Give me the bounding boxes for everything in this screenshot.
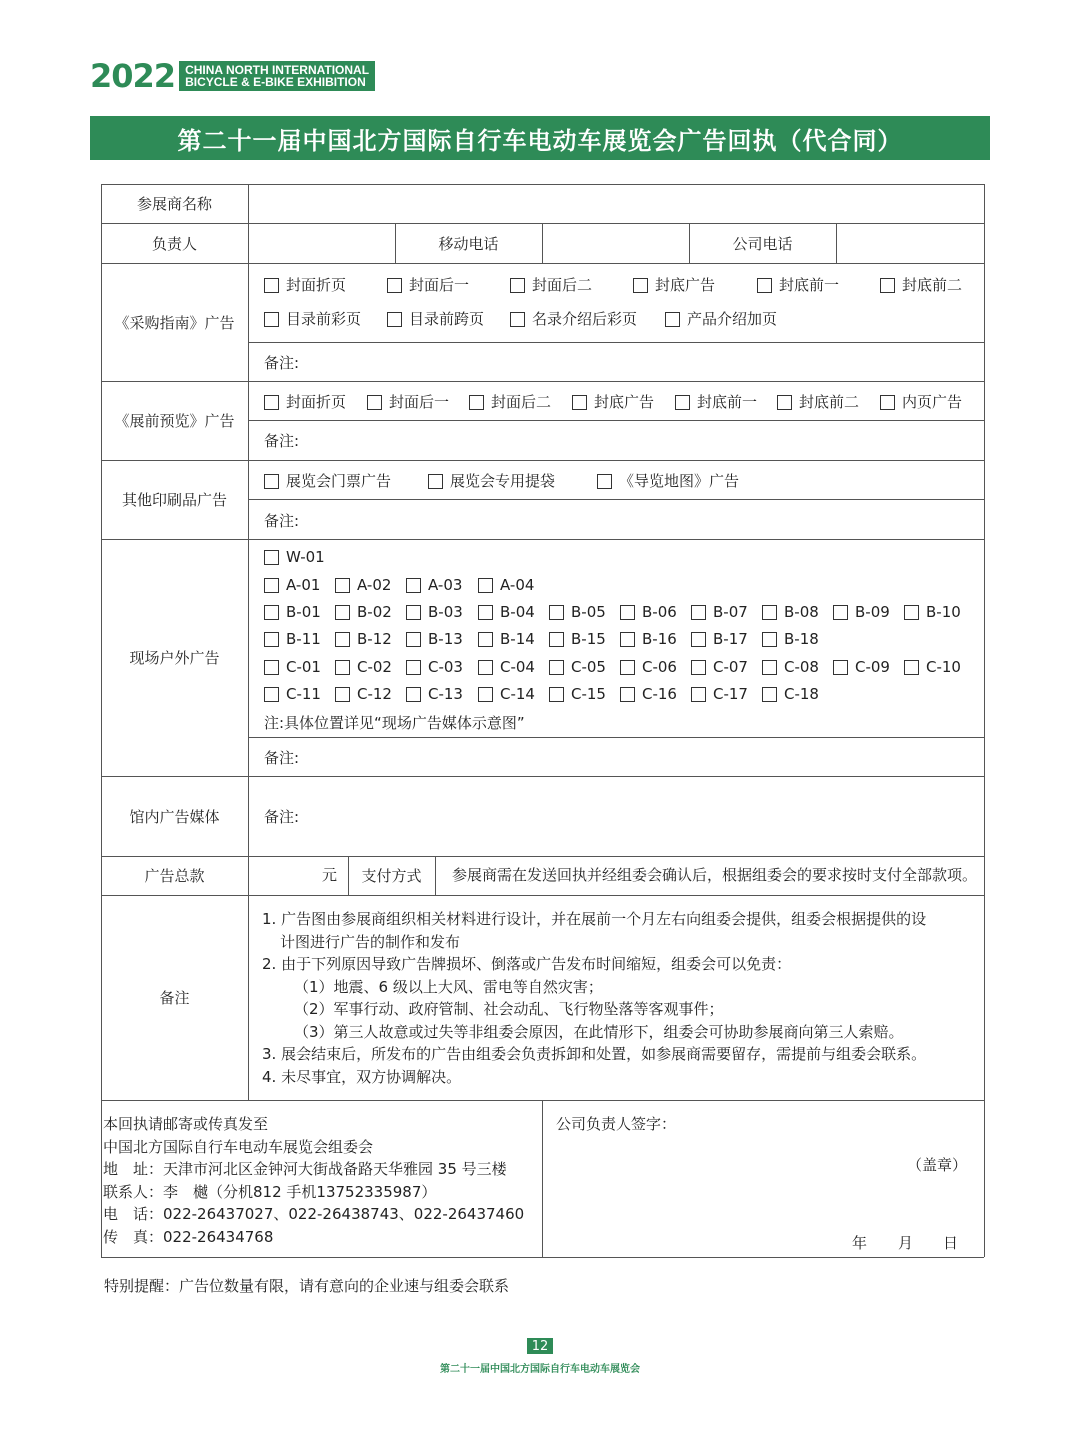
payment-label: 支付方式 <box>361 867 422 885</box>
outdoor-option-checkbox[interactable]: C-15 <box>549 685 606 703</box>
logo-text-box <box>179 61 375 91</box>
label-preview-ad: 《展前预览》广告 <box>114 412 235 430</box>
checkbox-icon <box>549 687 564 702</box>
outdoor-option-checkbox[interactable]: B-02 <box>335 603 392 621</box>
outdoor-option-checkbox[interactable]: B-11 <box>264 630 321 648</box>
checkbox-icon <box>880 278 895 293</box>
outdoor-option-checkbox[interactable]: C-03 <box>406 658 463 676</box>
checkbox-icon <box>478 605 493 620</box>
checkbox-icon <box>757 278 772 293</box>
checkbox-icon <box>428 474 443 489</box>
checkbox-icon <box>549 660 564 675</box>
outdoor-option-checkbox[interactable]: B-16 <box>620 630 677 648</box>
checkbox-icon <box>387 278 402 293</box>
checkbox-icon <box>335 660 350 675</box>
label-guide-ad: 《采购指南》广告 <box>114 313 235 332</box>
checkbox-icon <box>478 660 493 675</box>
outdoor-option-checkbox[interactable]: B-03 <box>406 603 463 621</box>
checkbox-icon <box>367 395 382 410</box>
checkbox-icon <box>904 660 919 675</box>
outdoor-option-checkbox[interactable]: B-07 <box>691 603 748 621</box>
outdoor-option-checkbox[interactable]: A-04 <box>478 576 534 594</box>
checkbox-icon <box>264 632 279 647</box>
logo-line-2: BICYCLE & E-BIKE EXHIBITION <box>185 75 366 89</box>
outdoor-option-checkbox[interactable]: C-05 <box>549 658 606 676</box>
checkbox-icon <box>264 578 279 593</box>
checkbox-icon <box>335 605 350 620</box>
label-indoor-ad: 馆内广告媒体 <box>129 807 220 826</box>
company-phone-field[interactable] <box>837 224 984 263</box>
outdoor-option-checkbox[interactable]: B-05 <box>549 603 606 621</box>
preview-option-checkbox[interactable]: 封底前二 <box>777 393 859 411</box>
checkbox-icon <box>572 395 587 410</box>
checkbox-icon <box>478 687 493 702</box>
preview-remark-label: 备注: <box>264 432 300 450</box>
checkbox-icon <box>549 605 564 620</box>
person-field[interactable] <box>249 224 395 263</box>
outdoor-option-checkbox[interactable]: C-11 <box>264 685 321 703</box>
checkbox-icon <box>762 632 777 647</box>
outdoor-option-checkbox[interactable]: C-09 <box>833 658 890 676</box>
outdoor-option-checkbox[interactable]: B-18 <box>762 630 819 648</box>
outdoor-option-checkbox[interactable]: C-10 <box>904 658 961 676</box>
checkbox-icon <box>264 312 279 327</box>
checkbox-icon <box>478 632 493 647</box>
outdoor-option-checkbox[interactable]: B-04 <box>478 603 535 621</box>
guide-option-checkbox[interactable]: 目录前跨页 <box>387 310 484 328</box>
footer-title: 第二十一届中国北方国际自行车电动车展览会 <box>440 1364 640 1375</box>
outdoor-option-checkbox[interactable]: A-01 <box>264 576 320 594</box>
checkbox-icon <box>406 605 421 620</box>
signature-label: 公司负责人签字： <box>556 1115 677 1133</box>
contact-line: 传 真：022-26434768 <box>103 1227 274 1246</box>
print-option-checkbox[interactable]: 展览会专用提袋 <box>428 472 555 490</box>
checkbox-icon <box>335 632 350 647</box>
checkbox-icon <box>406 578 421 593</box>
contact-line: 电 话：022-26437027、022-26438743、022-26437460 <box>103 1205 525 1223</box>
outdoor-option-checkbox[interactable]: C-06 <box>620 658 677 676</box>
guide-option-checkbox[interactable]: 封面后二 <box>510 276 592 294</box>
exhibitor-name-field[interactable] <box>249 185 984 223</box>
checkbox-icon <box>633 278 648 293</box>
outdoor-option-checkbox[interactable]: C-13 <box>406 685 463 703</box>
checkbox-icon <box>510 312 525 327</box>
preview-option-checkbox[interactable]: 封面后二 <box>469 393 551 411</box>
notes-list <box>262 908 926 1088</box>
outdoor-option-checkbox[interactable]: B-12 <box>335 630 392 648</box>
checkbox-icon <box>833 605 848 620</box>
checkbox-icon <box>264 278 279 293</box>
outdoor-option-checkbox[interactable]: B-15 <box>549 630 606 648</box>
checkbox-icon <box>620 687 635 702</box>
label-mobile: 移动电话 <box>438 234 499 253</box>
preview-option-checkbox[interactable]: 封面后一 <box>367 393 449 411</box>
payment-note: 参展商需在发送回执并经组委会确认后，根据组委会的要求按时支付全部款项。 <box>452 866 978 884</box>
checkbox-icon <box>335 578 350 593</box>
checkbox-icon <box>510 278 525 293</box>
label-person: 负责人 <box>151 234 197 253</box>
exhibition-logo <box>90 57 375 95</box>
outdoor-option-checkbox[interactable]: B-17 <box>691 630 748 648</box>
guide-option-checkbox[interactable]: 封底前二 <box>880 276 962 294</box>
preview-option-checkbox[interactable]: 封底前一 <box>675 393 757 411</box>
outdoor-remark-label: 备注: <box>264 749 300 767</box>
outdoor-option-checkbox[interactable]: C-02 <box>335 658 392 676</box>
checkbox-icon <box>691 660 706 675</box>
label-exhibitor-name: 参展商名称 <box>136 195 212 213</box>
note-line: 2. 由于下列原因导致广告牌损坏、倒落或广告发布时间缩短，组委会可以免责： <box>262 955 792 973</box>
note-line: 计图进行广告的制作和发布 <box>280 932 461 951</box>
note-line: 4. 未尽事宜，双方协调解决。 <box>262 1067 462 1086</box>
preview-option-checkbox[interactable]: 封底广告 <box>572 393 654 411</box>
checkbox-icon <box>264 660 279 675</box>
guide-remark-label: 备注: <box>264 354 300 372</box>
checkbox-icon <box>264 605 279 620</box>
contact-line: 中国北方国际自行车电动车展览会组委会 <box>103 1137 374 1156</box>
mobile-field[interactable] <box>543 224 689 263</box>
preview-option-checkbox[interactable]: 封面折页 <box>264 393 346 411</box>
checkbox-icon <box>620 660 635 675</box>
checkbox-icon <box>762 660 777 675</box>
checkbox-icon <box>777 395 792 410</box>
outdoor-option-checkbox[interactable]: B-13 <box>406 630 463 648</box>
guide-option-checkbox[interactable]: 封底广告 <box>633 276 715 294</box>
checkbox-icon <box>620 632 635 647</box>
checkbox-icon <box>597 474 612 489</box>
outdoor-option-checkbox[interactable]: C-12 <box>335 685 392 703</box>
checkbox-icon <box>469 395 484 410</box>
checkbox-icon <box>691 605 706 620</box>
outdoor-option-checkbox[interactable]: C-07 <box>691 658 748 676</box>
checkbox-icon <box>335 687 350 702</box>
guide-option-checkbox[interactable]: 封面后一 <box>387 276 469 294</box>
contact-info <box>103 1113 524 1248</box>
special-reminder: 特别提醒：广告位数量有限，请有意向的企业速与组委会联系 <box>104 1277 510 1295</box>
outdoor-option-checkbox[interactable]: C-01 <box>264 658 321 676</box>
checkbox-icon <box>880 395 895 410</box>
outdoor-option-checkbox[interactable]: W-01 <box>264 548 325 566</box>
label-notes: 备注 <box>159 989 190 1007</box>
outdoor-option-checkbox[interactable]: B-08 <box>762 603 819 621</box>
checkbox-icon <box>264 395 279 410</box>
checkbox-icon <box>833 660 848 675</box>
checkbox-icon <box>264 687 279 702</box>
label-company-phone: 公司电话 <box>732 234 793 253</box>
note-line: 1. 广告图由参展商组织相关材料进行设计，并在展前一个月左右向组委会提供，组委会根据提供的设 <box>262 910 927 928</box>
date-month-label: 月 <box>898 1234 914 1252</box>
date-year-label: 年 <box>852 1234 868 1252</box>
seal-label: （盖章） <box>907 1156 968 1174</box>
checkbox-icon <box>762 605 777 620</box>
date-day-label: 日 <box>943 1234 959 1252</box>
checkbox-icon <box>387 312 402 327</box>
outdoor-option-checkbox[interactable]: C-18 <box>762 685 819 703</box>
checkbox-icon <box>549 632 564 647</box>
contact-line: 地 址：天津市河北区金钟河大街战备路天华雅园 35 号三楼 <box>103 1160 507 1178</box>
label-print-ad: 其他印刷品广告 <box>121 491 227 509</box>
contact-line: 联系人：李 樾（分机812 手机13752335987） <box>103 1182 437 1201</box>
checkbox-icon <box>762 687 777 702</box>
print-option-checkbox[interactable]: 展览会门票广告 <box>264 472 391 490</box>
indoor-remark-label: 备注: <box>264 808 300 826</box>
note-line: 3. 展会结束后，所发布的广告由组委会负责拆卸和处置，如参展商需要留存，需提前与组委会联系。 <box>262 1045 927 1063</box>
logo-year: 2022 <box>90 57 176 95</box>
guide-option-checkbox[interactable]: 产品介绍加页 <box>665 310 777 328</box>
outdoor-option-checkbox[interactable]: C-17 <box>691 685 748 703</box>
location-note: 注:具体位置详见“现场广告媒体示意图” <box>264 714 525 732</box>
outdoor-option-checkbox[interactable]: A-03 <box>406 576 462 594</box>
note-line: （1）地震、6 级以上大风、雷电等自然灾害； <box>294 977 603 996</box>
print-option-checkbox[interactable]: 《导览地图》广告 <box>597 472 739 490</box>
logo-line-1: CHINA NORTH INTERNATIONAL <box>185 63 370 77</box>
checkbox-icon <box>264 550 279 565</box>
guide-option-checkbox[interactable]: 目录前彩页 <box>264 310 361 328</box>
outdoor-option-checkbox[interactable]: B-06 <box>620 603 677 621</box>
contact-line: 本回执请邮寄或传真发至 <box>103 1115 269 1133</box>
label-outdoor-ad: 现场户外广告 <box>129 649 220 667</box>
checkbox-icon <box>406 632 421 647</box>
outdoor-option-checkbox[interactable]: C-16 <box>620 685 677 703</box>
label-total: 广告总款 <box>144 867 205 885</box>
note-line: （3）第三人故意或过失等非组委会原因，在此情形下，组委会可协助参展商向第三人索赔。 <box>294 1022 904 1041</box>
checkbox-icon <box>406 660 421 675</box>
page-number: 12 <box>527 1338 553 1354</box>
checkbox-icon <box>406 687 421 702</box>
outdoor-option-checkbox[interactable]: C-04 <box>478 658 535 676</box>
checkbox-icon <box>665 312 680 327</box>
checkbox-icon <box>675 395 690 410</box>
guide-option-checkbox[interactable]: 名录介绍后彩页 <box>510 310 637 328</box>
outdoor-option-checkbox[interactable]: C-08 <box>762 658 819 676</box>
guide-option-checkbox[interactable]: 封底前一 <box>757 276 839 294</box>
print-remark-label: 备注: <box>264 512 300 530</box>
note-line: （2）军事行动、政府管制、社会动乱、飞行物坠落等客观事件； <box>294 1000 724 1018</box>
outdoor-option-checkbox[interactable]: C-14 <box>478 685 535 703</box>
checkbox-icon <box>904 605 919 620</box>
checkbox-icon <box>620 605 635 620</box>
checkbox-icon <box>478 578 493 593</box>
preview-option-checkbox[interactable]: 内页广告 <box>880 393 962 411</box>
outdoor-option-checkbox[interactable]: B-01 <box>264 603 321 621</box>
outdoor-option-checkbox[interactable]: B-10 <box>904 603 961 621</box>
page-title: 第二十一届中国北方国际自行车电动车展览会广告回执（代合同） <box>90 116 990 160</box>
guide-option-checkbox[interactable]: 封面折页 <box>264 276 346 294</box>
outdoor-option-checkbox[interactable]: B-14 <box>478 630 535 648</box>
checkbox-icon <box>691 632 706 647</box>
outdoor-option-checkbox[interactable]: A-02 <box>335 576 391 594</box>
yuan-label: 元 <box>322 866 338 884</box>
checkbox-icon <box>691 687 706 702</box>
checkbox-icon <box>264 474 279 489</box>
outdoor-option-checkbox[interactable]: B-09 <box>833 603 890 621</box>
